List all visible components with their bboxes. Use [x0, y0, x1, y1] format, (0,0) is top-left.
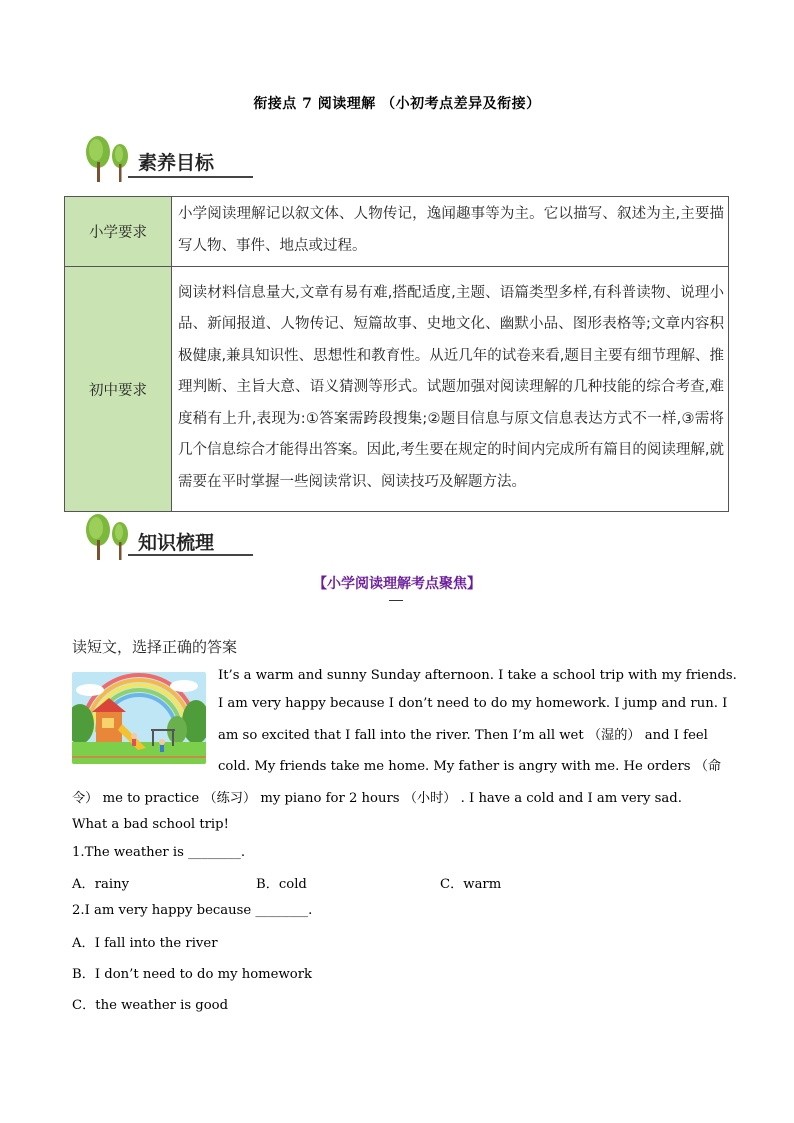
option-b[interactable]: B．cold: [256, 877, 307, 892]
section-banner-knowledge: [72, 512, 262, 562]
passage-line: I am very happy because I don’t need to do my homework. I jump and run. I: [218, 696, 728, 711]
option-c[interactable]: C．warm: [440, 877, 502, 892]
passage-line: What a bad school trip!: [72, 817, 229, 832]
playground-illustration: [72, 672, 206, 764]
passage-line: It’s a warm and sunny Sunday afternoon. I take a school trip with my friends.: [218, 668, 737, 683]
trees-icon: [78, 134, 134, 184]
requirements-table: [64, 196, 729, 512]
row-content: 阅读材料信息量大,文章有易有难,搭配适度,主题、语篇类型多样,有科普读物、说理小品、新闻报道、人物传记、短篇故事、史地文化、幽默小品、图形表格等;文章内容积极健康,兼具知识性、思想性和教育性。从近几年的试卷来看,题目主要有细节理解、推理判断、主旨大意、语义猜测等形式。试题加强对阅读理解的几种技能的综合考查,难度稍有上升,表现为:①答案需跨段搜集;②题目信息与原文信息表达方式不一样,③需将几个信息综合才能得出答案。因此,考生要在规定的时间内完成所有篇目的阅读理解,就需要在平时掌握一些阅读常识、阅读技巧及解题方法。: [172, 267, 729, 512]
banner-underline: [128, 554, 253, 556]
option-a[interactable]: A．I fall into the river: [72, 936, 218, 951]
question-stem: 1.The weather is ________.: [72, 845, 246, 860]
page-title: 衔接点 7 阅读理解 （小初考点差异及衔接）: [253, 96, 541, 112]
question-stem: 2.I am very happy because ________.: [72, 903, 313, 918]
table-row: [65, 197, 729, 267]
section-banner-goals: [72, 134, 262, 184]
trees-icon: [78, 512, 134, 562]
passage-line: am so excited that I fall into the river. Then I’m all wet （湿的） and I feel: [218, 728, 708, 743]
row-content: 小学阅读理解记以叙文体、人物传记，逸闻趣事等为主。它以描写、叙述为主,主要描写人物、事件、地点或过程。: [172, 197, 729, 267]
option-c[interactable]: C．the weather is good: [72, 998, 229, 1013]
row-label: 小学要求: [65, 197, 172, 267]
option-b[interactable]: B．I don’t need to do my homework: [72, 967, 312, 982]
option-a[interactable]: A．rainy: [72, 877, 130, 892]
banner-title: 知识梳理: [138, 532, 215, 554]
passage-line: cold. My friends take me home. My father is angry with me. He orders （命: [218, 759, 722, 774]
divider: [389, 600, 403, 601]
table-row: [65, 267, 729, 512]
row-label: 初中要求: [65, 267, 172, 512]
banner-underline: [128, 176, 253, 178]
passage-line: 令） me to practice （练习） my piano for 2 hours （小时） . I have a cold and I am very sad.: [72, 791, 682, 806]
instruction: 读短文，选择正确的答案: [72, 638, 238, 656]
banner-title: 素养目标: [138, 152, 215, 174]
focus-heading: 【小学阅读理解考点聚焦】: [313, 576, 481, 592]
